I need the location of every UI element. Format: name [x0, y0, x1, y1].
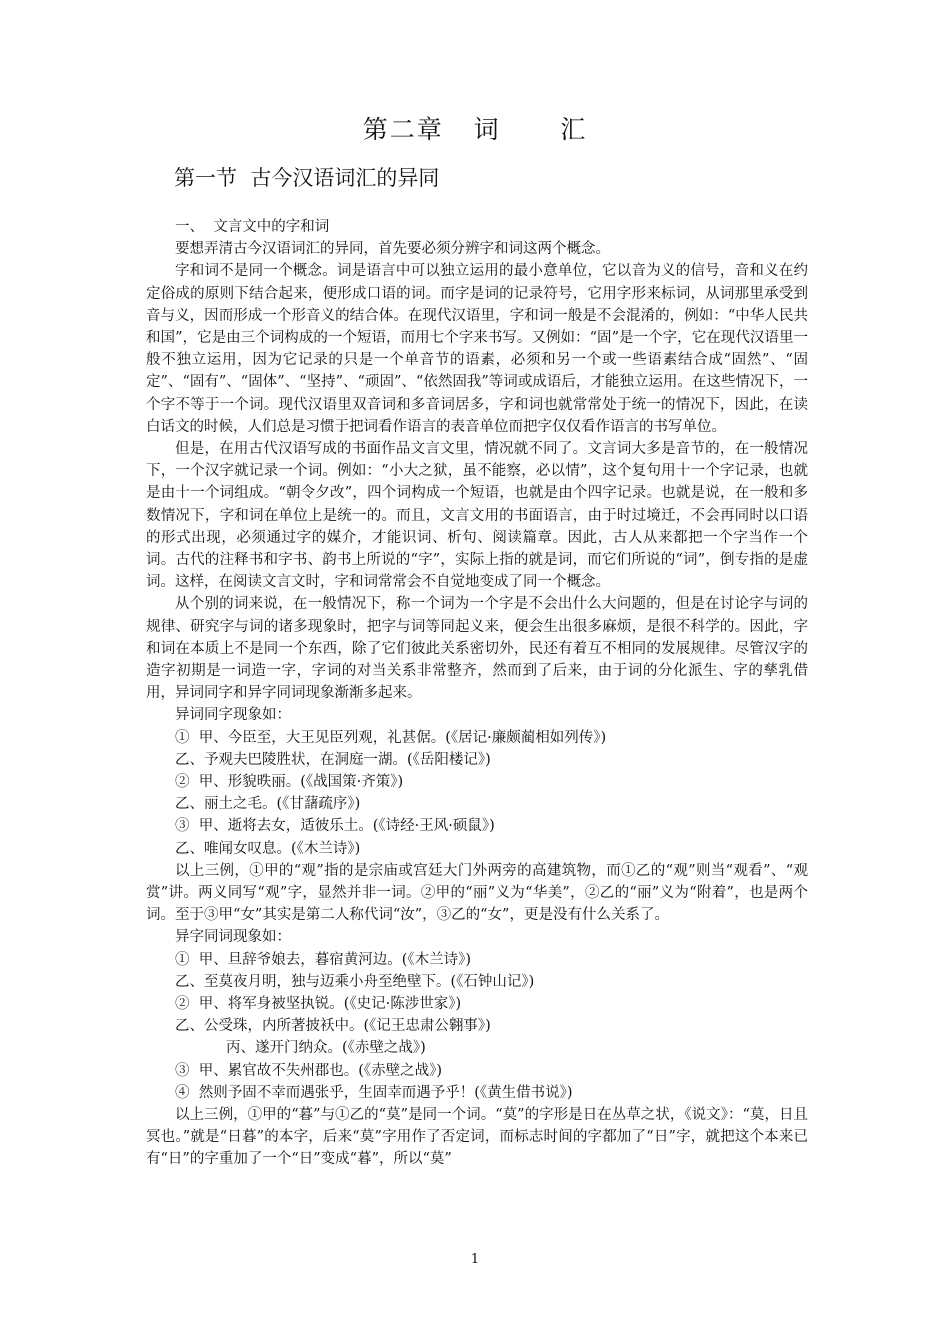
paragraph-6: 以上三例，①甲的“观”指的是宗庙或宫廷大门外两旁的高建筑物，而①乙的“观”则当“观看”、“观赏”讲。两义同写“观”字，显然并非一词。②甲的“丽”义为“华美”，②乙的“丽”义为“附着”，也是两个词。至于③甲“女”其实是第二人称代词“汝”，③乙的“女”，更是没有什么关系了。: [146, 862, 808, 924]
section-title: 第一节 古今汉语词汇的异同: [174, 166, 440, 190]
subsection-heading: 一、 文言文中的字和词: [175, 219, 330, 235]
example-line: ② 甲、将军身被坚执锐。(《史记·陈涉世家》): [175, 995, 462, 1012]
paragraph-1: 要想弄清古今汉语词汇的异同，首先要必须分辨字和词这两个概念。: [175, 241, 610, 258]
example-line: ③ 甲、逝将去女，适彼乐土。(《诗经·王风·硕鼠》): [175, 818, 495, 835]
example-line: 丙、遂开门纳众。(《赤壁之战》): [226, 1040, 426, 1057]
chapter-title: 第二章 词 汇: [362, 115, 588, 144]
paragraph-7: 异字同词现象如：: [175, 929, 291, 946]
example-line: 乙、唯闻女叹息。(《木兰诗》): [175, 840, 361, 857]
paragraph-5: 异词同字现象如：: [175, 707, 291, 724]
example-line: ③ 甲、累官故不失州郡也。(《赤壁之战》): [175, 1062, 443, 1079]
example-line: 乙、丽土之毛。(《甘藷疏序》): [175, 796, 361, 813]
paragraph-4: 从个别的词来说，在一般情况下，称一个词为一个字是不会出什么大问题的，但是在讨论字与词的规律、研究字与词的诸多现象时，把字与词等同起义来，便会生出很多麻烦，是很不科学的。因此，字和词在本质上不是同一个东西，除了它们彼此关系密切外，民还有着互不相同的发展规律。尽管汉字的造字初期是一词造一字，字词的对当关系非常整齐，然而到了后来，由于词的分化派生、字的孳乳借用，异词同字和异字同词现象渐渐多起来。: [146, 596, 808, 702]
example-line: 乙、予观夫巴陵胜状，在洞庭一湖。(《岳阳楼记》): [175, 751, 491, 768]
example-line: ① 甲、今臣至，大王见臣列观，礼甚倨。(《居记·廉颇蔺相如列传》): [175, 729, 607, 746]
example-line: ② 甲、形貌昳丽。(《战国策·齐策》): [175, 774, 404, 791]
paragraph-2: 字和词不是同一个概念。词是语言中可以独立运用的最小意单位，它以音为义的信号，音和义在约定俗成的原则下结合起来，便形成口语的词。而字是词的记录符号，它用字形来标词，从词那里承受到音与义，因而形成一个形音义的结合体。在现代汉语里，字和词一般是不会混淆的，例如：“中华人民共和国”，它是由三个词构成的一个短语，而用七个字来书写。又例如：“固”是一个字，它在现代汉语里一般不独立运用，因为它记录的只是一个单音节的语素，必须和另一个或一些语素结合成“固然”、“固定”、“固有”、“固体”、“坚持”、“顽固”、“依然固我”等词或成语后，才能独立运用。在这些情况下，一个字不等于一个词。现代汉语里双音词和多音词居多，字和词也就常常处于统一的情况下，因此，在读白话文的时候，人们总是习惯于把词看作语言的表音单位而把字仅仅看作语言的书写单位。: [146, 263, 808, 435]
paragraph-3: 但是，在用古代汉语写成的书面作品文言文里，情况就不同了。文言词大多是音节的，在一般情况下，一个汉字就记录一个词。例如：“小大之狱，虽不能察，必以情”，这个复句用十一个字记录，也就是由十一个词组成。“朝令夕改”，四个词构成一个短语，也就是由个四字记录。也就是说，在一般和多数情况下，字和词在单位上是统一的。而且，文言文用的书面语言，由于时过境迁，不会再同时以口语的形式出现，必须通过字的媒介，才能识词、析句、阅读篇章。因此，古人从来都把一个字当作一个词。古代的注释书和字书、韵书上所说的“字”，实际上指的就是词，而它们所说的“词”，倒专指的是虚词。这样，在阅读文言文时，字和词常常会不自觉地变成了同一个概念。: [146, 441, 808, 591]
body-text: [146, 216, 808, 1171]
example-line: 乙、公受珠，内所著披袄中。(《记王忠肃公翱事》): [175, 1018, 491, 1035]
page-number: 1: [470, 1252, 480, 1267]
example-line: ① 甲、旦辞爷娘去，暮宿黄河边。(《木兰诗》): [175, 951, 472, 968]
example-line: ④ 然则予固不幸而遇张乎，生固幸而遇予乎！(《黄生借书说》): [175, 1084, 573, 1101]
example-line: 乙、至莫夜月明，独与迈乘小舟至绝壁下。(《石钟山记》): [175, 973, 535, 990]
paragraph-8: 以上三例，①甲的“暮”与①乙的“莫”是同一个词。“莫”的字形是日在丛草之状，《说文》：“莫，日且冥也。”就是“日暮”的本字，后来“莫”字用作了否定词，而标志时间的字都加了“日”字，就把这个本来已有“日”的字重加了一个“日”变成“暮”，所以“莫”: [146, 1106, 808, 1168]
